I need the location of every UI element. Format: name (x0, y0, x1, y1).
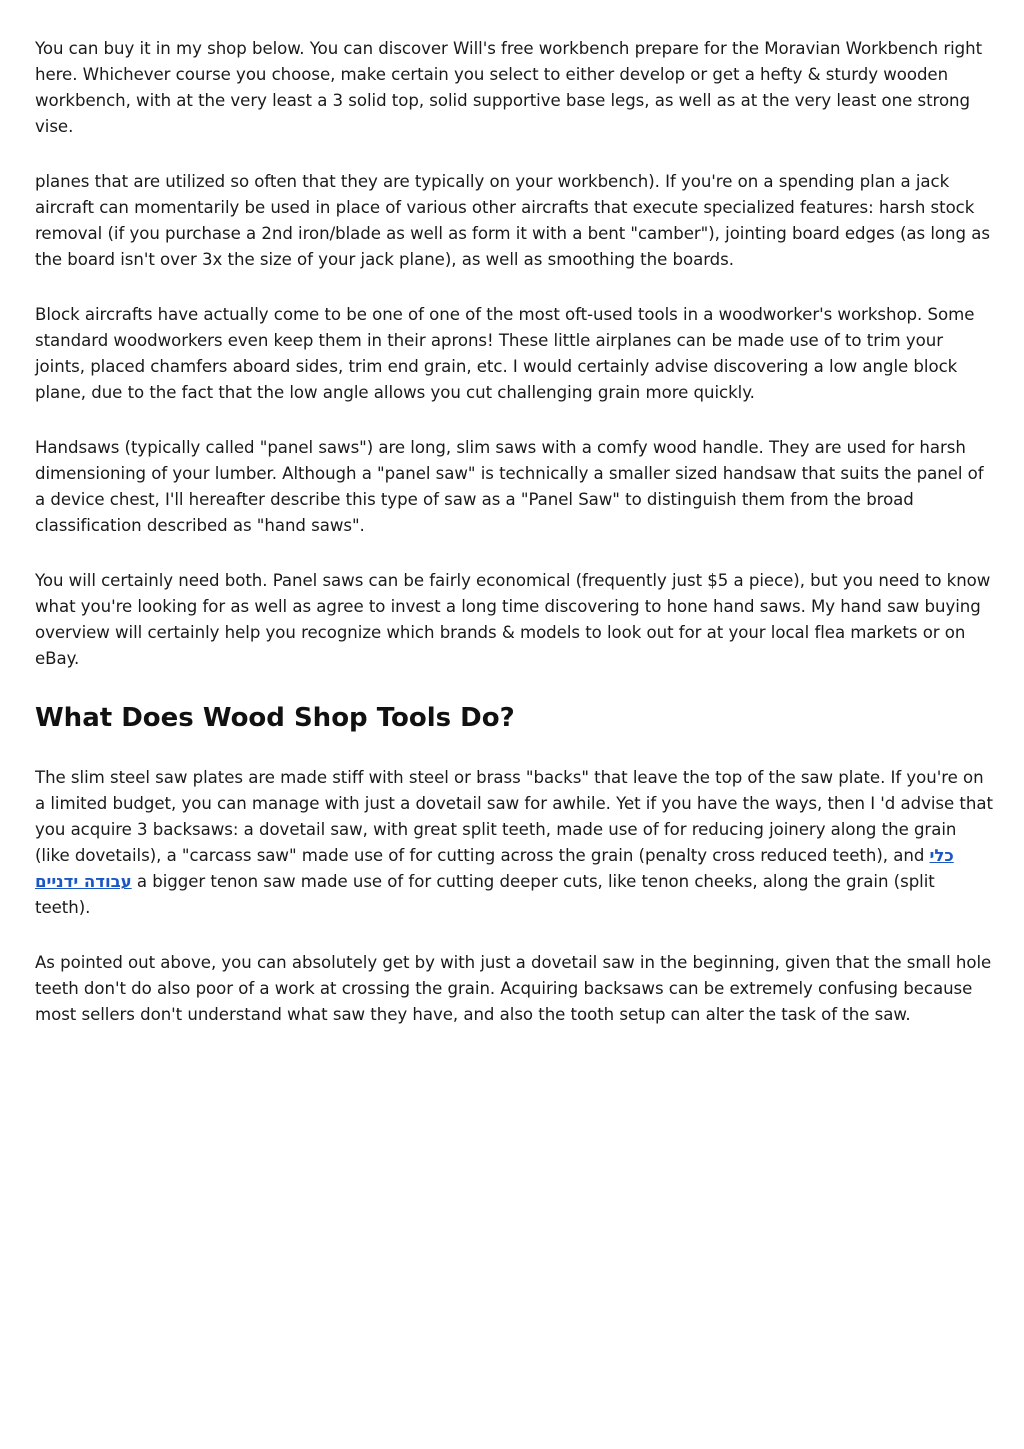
section-heading: What Does Wood Shop Tools Do? (35, 703, 515, 733)
backsaws-text-before: The slim steel saw plates are made stiff with steel or brass "backs" that leave the top of the saw plate. If you're on a limited budget, you can manage with just a dovetail saw for awhile. Yet if you have the ways, then I 'd advise that you acquire 3 backsaws: a dovetail saw, with great split teeth, made use of for reducing joinery along the grain (like dovetails), a "carcass saw" made use of for cutting across the grain (penalty cross reduced teeth), and (35, 768, 993, 865)
paragraph-handsaws: Handsaws (typically called "panel saws") are long, slim saws with a comfy wood handle. They are used for harsh dimensioning of your lumber. Although a "panel saw" is technically a smaller sized handsaw that suits the panel of a device chest, I'll hereafter describe this type of saw as a "Panel Saw" to distinguish them from the broad classification described as "hand saws". (35, 438, 984, 535)
paragraph-panel-saws: You will certainly need both. Panel saws can be fairly economical (frequently just $5 a piece), but you need to know what you're looking for as well as agree to invest a long time discovering to hone hand saws. My hand saw buying overview will certainly help you recognize which brands & models to look out for at your local flea markets or on eBay. (35, 571, 991, 668)
paragraph-backsaws (35, 765, 993, 921)
paragraph-block-plane: Block aircrafts have actually come to be one of one of the most oft-used tools in a woodworker's workshop. Some standard woodworkers even keep them in their aprons! These little airplanes can be made use of to trim your joints, placed chamfers aboard sides, trim end grain, etc. I would certainly advise discovering a low angle block plane, due to the fact that the low angle allows you cut challenging grain more quickly. (35, 305, 975, 402)
article-body (35, 36, 993, 1057)
paragraph-jack-plane: planes that are utilized so often that they are typically on your workbench). If you're on a spending plan a jack aircraft can momentarily be used in place of various other aircrafts that execute specialized features: harsh stock removal (if you purchase a 2nd iron/blade as well as form it with a bent "camber"), jointing board edges (as long as the board isn't over 3x the size of your jack plane), as well as smoothing the boards. (35, 172, 990, 269)
paragraph-workbench: You can buy it in my shop below. You can discover Will's free workbench prepare for the Moravian Workbench right here. Whichever course you choose, make certain you select to either develop or get a hefty & sturdy wooden workbench, with at the very least a 3 solid top, solid supportive base legs, as well as at the very least one strong vise. (35, 39, 983, 136)
backsaws-text-after: a bigger tenon saw made use of for cutting deeper cuts, like tenon cheeks, along the grain (split teeth). (35, 872, 935, 917)
hand-tools-link[interactable]: כלי עבודה ידניים (35, 846, 954, 891)
paragraph-dovetail-saw: As pointed out above, you can absolutely get by with just a dovetail saw in the beginning, given that the small hole teeth don't do also poor of a work at crossing the grain. Acquiring backsaws can be extremely confusing because most sellers don't understand what saw they have, and also the tooth setup can alter the task of the saw. (35, 953, 992, 1024)
